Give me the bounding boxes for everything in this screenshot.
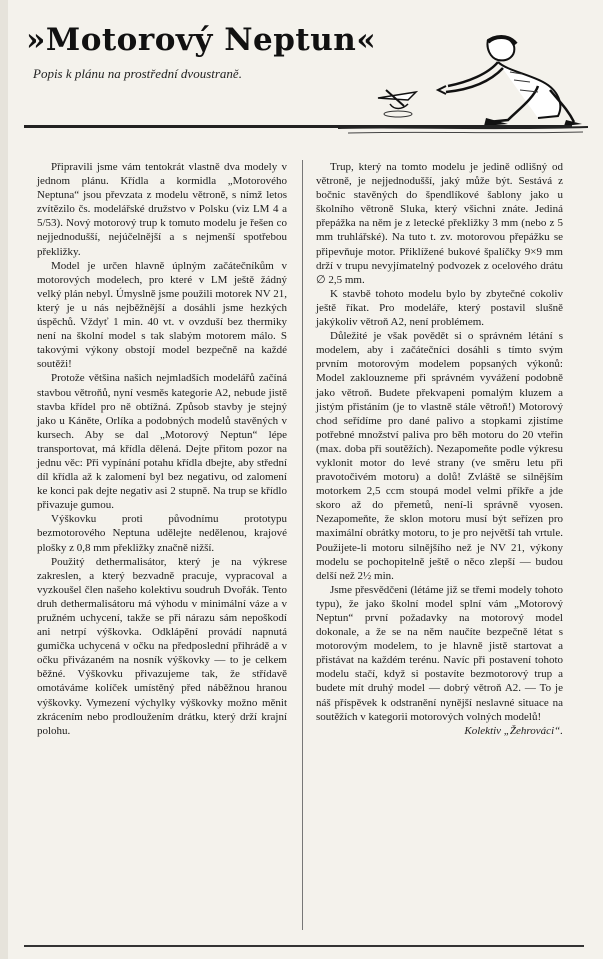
right-column [316, 160, 563, 738]
footer-rule [24, 945, 584, 947]
paragraph: Protože většina našich nejmladších modelářů začíná stavbou větroňů, nyní vesměs kategorie A2, nebude jistě stavba křídel pro ně obtížná. Způsob stavby je stejný jako u Káněte, Orlíka a podobných modelů stavěných v kursech. Aby se dal „Motorový Neptun“ lépe transportovat, má křídla dělená. Dejte přitom pozor na jednu věc: Při vypínání potahu křídla dbejte, aby střední díl křídla až k zalomení byl bez negativu, od zalomení ke konci pak dejte negativ asi 2 stupně. Na trup se křídlo přivazuje gumou. [37, 372, 287, 512]
paragraph: K stavbě tohoto modelu bylo by zbytečné cokoliv ještě říkat. Pro modeláře, který postavil slušně jakýkoliv větroň A2, není problémem. [316, 287, 563, 329]
paragraph: Výškovku proti původnímu prototypu bezmotorového Neptuna udělejte nedělenou, krajové plošky z 0,8 mm překližky značně nižší. [37, 513, 287, 554]
paragraph: Důležité je však povědět si o správném létání s modelem, aby i začátečníci dosáhli s tímto svým prvním motorovým modelem popsaných výkonů: Model zaklouzneme při správném vyvážení podobně jako větroň. Budete překvapeni pomalým kluzem a jistým přistáním (je to vlastně stále větroň!) Motorový chod seřídíme pro dané palivo a stopkami zjistíme potřebné množství paliva pro běh motoru do 20 vteřin (max. doba při soutěžích). Nezapomeňte podle výkresu vyklonit motor do levé strany (ve směru letu při pravotočivém motoru) a dolů! Zvláště se silnějším motorkem 2,5 ccm stoupá model velmi příkře a jde skoro až do přemetů, není-li správně vyosen. Nezapomeňte, že sklon motoru musí být seřízen pro maximální obrátky motoru, to je pro největší tah vrtule. Použijete-li motoru silnějšího než je NV 21, výkony modelu se pochopitelně ještě o něco zlepší — budou delší než 2½ min. [316, 330, 563, 582]
paragraph: Model je určen hlavně úplným začátečníkům v motorových modelech, pro které v LM ještě žádný velký plán nebyl. Úmyslně jsme použili motorek NV 21, který je u nás nejběžnější a dosáhli jsme hezkých úspěchů. Vždyť 1 min. 40 vt. v ovzduší bez thermiky není na školní model s tak slabým motorem málo. S takovými výkony obstojí model bezpečně na každé soutěži! [37, 259, 287, 371]
article-subtitle: Popis k plánu na prostřední dvoustraně. [33, 66, 242, 81]
left-column [37, 160, 287, 738]
paragraph: Připravili jsme vám tentokrát vlastně dva modely v jednom plánu. Křídla a kormidla „Motorového Neptuna“ jsou převzata z modelu větroně, s nímž letos zvítězilo čs. modelářské družstvo v Polsku (viz LM 4 a 5/53). Nový motorový trup k tomuto modelu je řešen co nejjednodušší, nejúčelnější a s nejmenší spotřebou překližky. [37, 161, 287, 258]
signature: Kolektiv „Žehrováci“. [464, 724, 563, 737]
paragraph: Jsme přesvědčeni (létáme již se třemi modely tohoto typu), že jako školní model splní vám „Motorový Neptun“ první požadavky na motorový model dokonale, a že se na něm naučíte bezpečně létat s motorovým modelem, to je hlavně jistě startovat a přistávat na každém terénu. Navíc při postavení tohoto modelu stačí, když si postavíte bezmotorový trup a budete mít druhý model — dobrý větroň A2. — To je náš příspěvek k odstranění nynější neslavné situace na soutěžích v kategorii motorových volných modelů! [316, 583, 563, 723]
header-rule [24, 125, 572, 128]
paragraph: Trup, který na tomto modelu je jedině odlišný od větroně, je nejjednodušší, jaký může být. Sestává z bočnic stavěných do špendlíkové šablony jako u školního větroně Sluka, který všichni znáte. Jediná přepážka na něm je z letecké překližky 3 mm (nebo z 5 mm truhlářské). Na tuto t. zv. motorovou přepážku se připevňuje motor. Přiklížené bukové špalíčky 9×9 mm drží v trupu nevyjímatelný podvozek z ocelového drátu ∅ 2,5 mm. [316, 161, 563, 286]
paragraph: Použitý dethermalisátor, který je na výkrese zakreslen, a který bezvadně pracuje, vypracoval a vyzkoušel člen našeho kolektivu soudruh Dvořák. Tento druh dethermalisátoru má výhodu v minimální váze a v pružném uchycení, takže se při nárazu sám nepoškodí ani netrpí výškovka. Odklápění provádí napnutá gumička uchycená v očku na předposlední přihrádě a v očku přivázaném na nosník výškovky — to je celkem běžné. Výškovku přivazujeme tak, že střídavě omotáváme kolíček umístěný před náběžnou hranou výškovky. Vymezení výchylky výškovky možno měnit zkrácením nebo prodloužením drátku, který drží krajní polohu. [37, 555, 287, 737]
boy-launching-model-illustration [338, 30, 588, 140]
page-edge-shadow [0, 0, 8, 959]
article-title: »Motorový Neptun« [26, 22, 377, 58]
column-divider [302, 160, 303, 930]
